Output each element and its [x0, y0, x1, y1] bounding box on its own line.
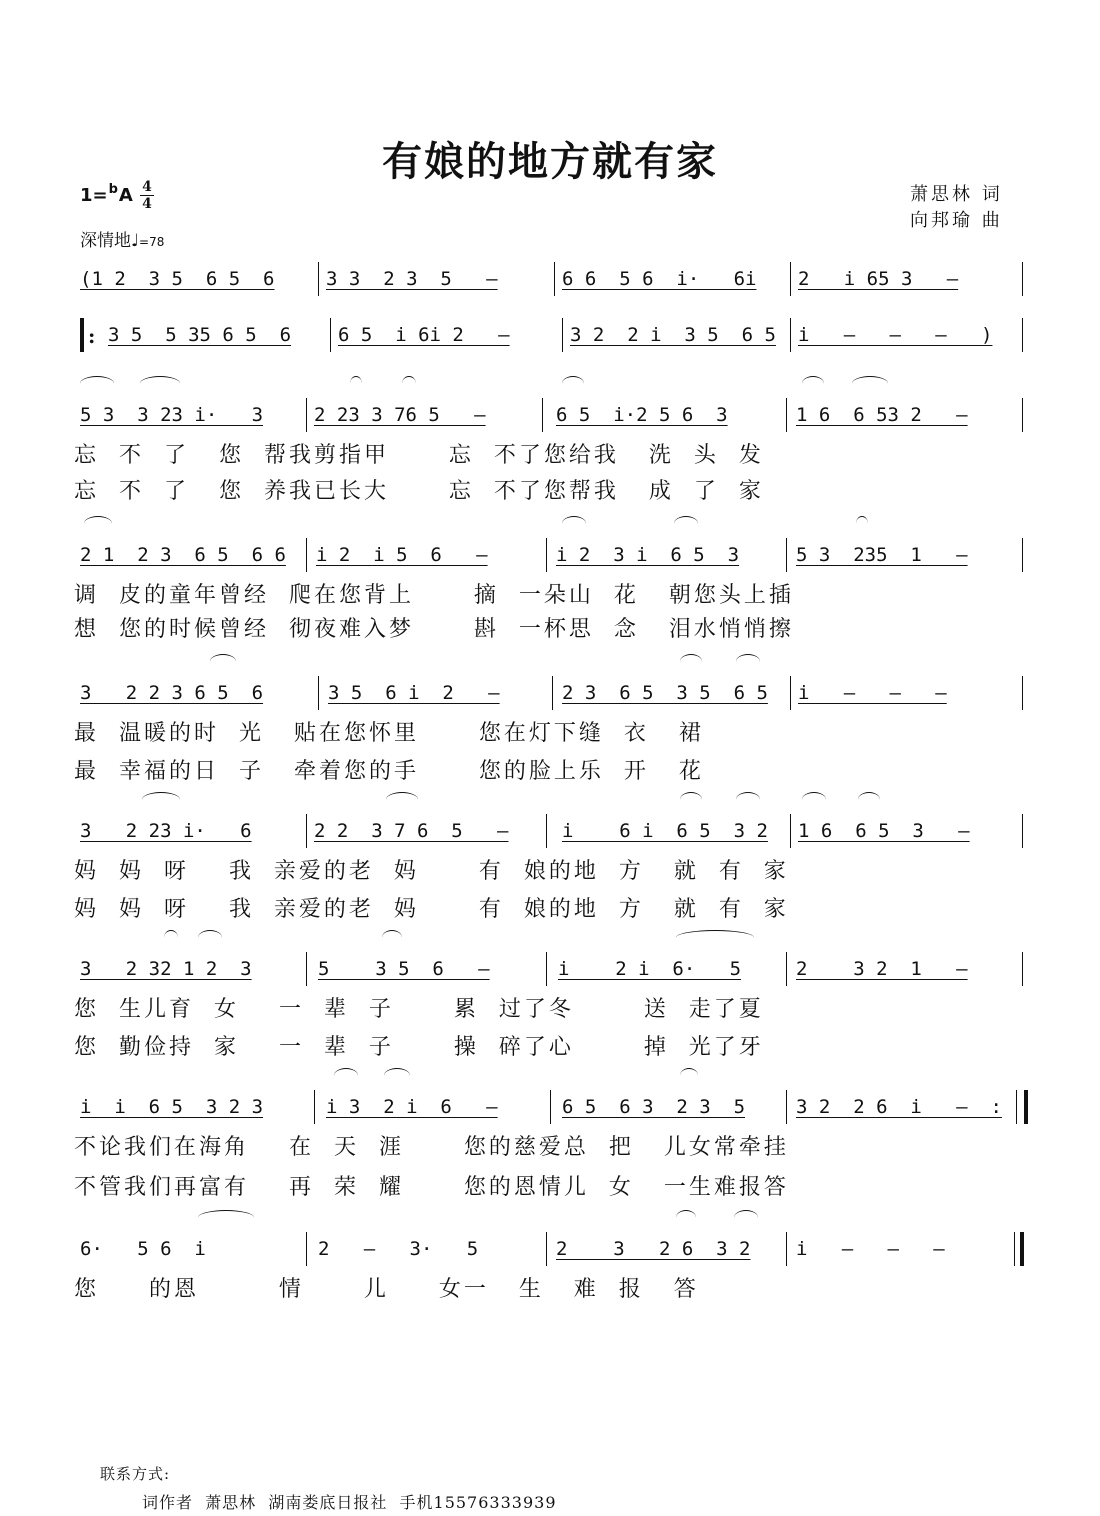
key-signature [80, 182, 133, 206]
lyrics-verse-1: 不论我们在海角 在 天 涯 您的慈爱总 把 儿女常牵挂 [74, 1135, 789, 1160]
slur [84, 516, 112, 531]
lyrics-verse-2: 最 幸福的日 子 牵着您的手 您的脸上乐 开 花 [74, 759, 704, 784]
barline [552, 676, 553, 710]
measure: 6 5 6 3 2 3 5 [562, 1096, 746, 1118]
barline [786, 398, 787, 432]
barline [1022, 318, 1023, 352]
slur [802, 792, 826, 807]
measure: 2 2 3 7 6 5 – [314, 820, 509, 842]
barline [790, 676, 791, 710]
barline [550, 1090, 551, 1124]
contact-lyricist: 词作者 萧思林 湖南娄底日报社 手机15576333939 [142, 1493, 557, 1512]
measure: (1 2 3 5 6 5 6 [80, 268, 275, 290]
barline [790, 814, 791, 848]
lyrics-verse-2: 忘 不 了 您 养我已长大 忘 不了您帮我 成 了 家 [74, 479, 764, 504]
measure: 5 3 235 1 – [796, 544, 968, 566]
barline [790, 262, 791, 296]
quarter-note-icon: ♩ [131, 231, 140, 251]
repeat-end-barline [1016, 1090, 1017, 1124]
tempo-bpm: =78 [139, 235, 165, 249]
key-prefix: 1= [80, 185, 108, 206]
measure: 2 1 2 3 6 5 6 6 [80, 544, 286, 566]
slur [852, 376, 888, 391]
lyrics-verse-1: 调 皮的童年曾经 爬在您背上 摘 一朵山 花 朝您头上插 [74, 583, 794, 608]
lyrics-verse-2: 不管我们再富有 再 荣 耀 您的恩情儿 女 一生难报答 [74, 1175, 789, 1200]
slur [142, 792, 180, 807]
measure: i 2 i 6· 5 [558, 958, 742, 980]
barline [546, 538, 547, 572]
measure: 5 3 5 6 – [318, 958, 490, 980]
measure: i – – – [796, 1238, 945, 1260]
measure: i i 6 5 3 2 3 [80, 1096, 264, 1118]
barline [314, 1090, 315, 1124]
barline [546, 814, 547, 848]
flat-sign: b [108, 182, 118, 197]
slur [734, 1210, 758, 1225]
measure: 2 – 3· 5 [318, 1238, 479, 1260]
barline [554, 262, 555, 296]
measure: 2 i 65 3 – [798, 268, 959, 290]
barline [306, 398, 307, 432]
slur [350, 376, 362, 391]
measure: 3 3 2 3 5 – [326, 268, 498, 290]
measure: i 6 i 6 5 3 2 [562, 820, 768, 842]
time-signature [140, 180, 154, 211]
slur [562, 376, 584, 391]
measure: 2 3 2 6 3 2 [556, 1238, 751, 1260]
slur [386, 792, 418, 807]
measure: 6 5 i 6i 2 – [338, 324, 510, 346]
slur [198, 1210, 254, 1225]
time-top: 4 [142, 179, 152, 195]
measure: 1 6 6 53 2 – [796, 404, 968, 426]
tempo-marking [80, 226, 164, 251]
slur [210, 654, 236, 669]
barline [318, 676, 319, 710]
slur [736, 654, 760, 669]
measure: 3 2 2 i 3 5 6 5 [570, 324, 776, 346]
repeat-end-thick-barline [1024, 1090, 1028, 1124]
measure: 5 3 3 23 i· 3 [80, 404, 264, 426]
slur [680, 792, 702, 807]
barline [318, 262, 319, 296]
slur [402, 376, 416, 391]
barline [306, 1232, 307, 1266]
slur [680, 1068, 698, 1083]
barline [546, 952, 547, 986]
slur [674, 516, 698, 531]
measure: 1 6 6 5 3 – [798, 820, 970, 842]
tempo-word: 深情地 [80, 231, 131, 251]
slur [334, 1068, 358, 1083]
slur [382, 930, 402, 945]
slur [562, 516, 586, 531]
repeat-start-barline [80, 318, 84, 352]
lyrics-verse-1: 忘 不 了 您 帮我剪指甲 忘 不了您给我 洗 头 发 [74, 443, 764, 468]
lyrics-verse-1: 最 温暖的时 光 贴在您怀里 您在灯下缝 衣 裙 [74, 721, 704, 746]
slur [164, 930, 178, 945]
barline [330, 318, 331, 352]
slur [856, 516, 868, 531]
lyrics-verse-1: 您 生儿育 女 一 辈 子 累 过了冬 送 走了夏 [74, 997, 764, 1022]
measure: 3 5 6 i 2 – [328, 682, 500, 704]
barline [562, 318, 563, 352]
barline [306, 952, 307, 986]
barline [306, 538, 307, 572]
slur [736, 792, 760, 807]
song-title: 有娘的地方就有家 [382, 138, 718, 185]
slur [198, 930, 222, 945]
slur [858, 792, 880, 807]
lyrics-ending: 您 的恩 情 儿 女一 生 难 报 答 [74, 1277, 699, 1302]
barline [786, 538, 787, 572]
measure: i 2 i 5 6 – [316, 544, 488, 566]
slur [676, 930, 754, 945]
slur [384, 1068, 410, 1083]
barline [1022, 952, 1023, 986]
key-note: A [118, 185, 133, 206]
lyrics-verse-2: 妈 妈 呀 我 亲爱的老 妈 有 娘的地 方 就 有 家 [74, 897, 789, 922]
barline [786, 1232, 787, 1266]
barline [1022, 676, 1023, 710]
final-barline-thin [1014, 1232, 1015, 1266]
time-bottom: 4 [142, 196, 152, 212]
barline [1022, 538, 1023, 572]
barline [786, 952, 787, 986]
barline [786, 1090, 787, 1124]
measure: 3 5 5 35 6 5 6 [108, 324, 292, 346]
measure: i – – – ) [798, 324, 993, 346]
slur [80, 376, 114, 391]
barline [546, 1232, 547, 1266]
measure: 3 2 2 3 6 5 6 [80, 682, 264, 704]
final-barline-thick [1020, 1232, 1024, 1266]
lyrics-verse-2: 想 您的时候曾经 彻夜难入梦 斟 一杯思 念 泪水悄悄擦 [74, 617, 794, 642]
slur [802, 376, 824, 391]
lyricist-credit: 萧思林 词 [910, 184, 1003, 205]
measure: 6 6 5 6 i· 6i [562, 268, 757, 290]
composer-credit: 向邦瑜 曲 [910, 210, 1003, 231]
measure: i 3 2 i 6 – [326, 1096, 498, 1118]
lyrics-verse-1: 妈 妈 呀 我 亲爱的老 妈 有 娘的地 方 就 有 家 [74, 859, 789, 884]
slur [680, 654, 702, 669]
measure: 3 2 32 1 2 3 [80, 958, 252, 980]
contact-label: 联系方式: [100, 1465, 171, 1483]
measure: 3 2 23 i· 6 [80, 820, 252, 842]
repeat-dots: : [88, 324, 96, 348]
slur [140, 376, 180, 391]
barline [1022, 814, 1023, 848]
measure: 6· 5 6 i [80, 1238, 206, 1260]
barline [1022, 262, 1023, 296]
barline [790, 318, 791, 352]
measure: i 2 3 i 6 5 3 [556, 544, 740, 566]
slur [676, 1210, 696, 1225]
barline [542, 398, 543, 432]
measure: 2 3 2 1 – [796, 958, 968, 980]
measure: 2 23 3 76 5 – [314, 404, 486, 426]
measure: 2 3 6 5 3 5 6 5 [562, 682, 768, 704]
measure: i – – – [798, 682, 947, 704]
barline [306, 814, 307, 848]
barline [1022, 398, 1023, 432]
measure: 6 5 i·2 5 6 3 [556, 404, 728, 426]
lyrics-verse-2: 您 勤俭持 家 一 辈 子 操 碎了心 掉 光了牙 [74, 1035, 764, 1060]
measure: 3 2 2 6 i – : [796, 1096, 1002, 1118]
